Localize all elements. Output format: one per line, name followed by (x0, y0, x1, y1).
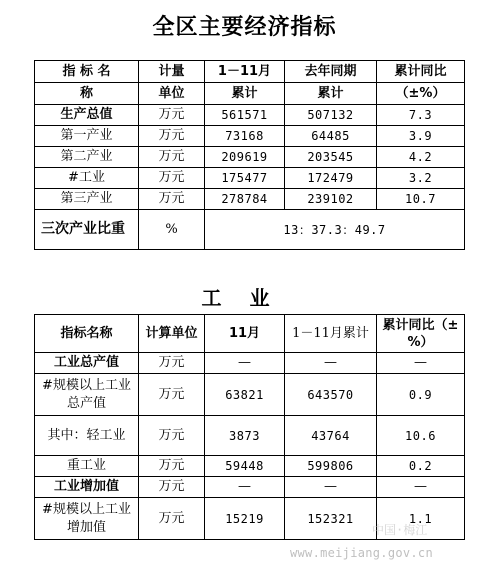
row-unit: 万元 (139, 416, 205, 456)
row-unit: 万元 (139, 456, 205, 477)
row-unit: 万元 (139, 498, 205, 540)
row-yoy: 0.9 (377, 374, 465, 416)
row-cumulative: 209619 (205, 147, 285, 168)
row-last-year: 203545 (285, 147, 377, 168)
table-row (35, 105, 465, 126)
row-cumulative: 152321 (285, 498, 377, 540)
row-yoy: — (377, 477, 465, 498)
industry-ratio-value: 13：37.3：49.7 (205, 210, 465, 250)
row-cumulative: — (285, 353, 377, 374)
row-name: 生产总值 (35, 105, 139, 126)
col-header-yoy: 累计同比（±%） (377, 315, 465, 353)
col-header-yoy: 累计同比 (377, 61, 465, 83)
row-name: 第一产业 (35, 126, 139, 147)
table-row (35, 126, 465, 147)
table-row (35, 477, 465, 498)
col-header-last-year: 去年同期 (285, 61, 377, 83)
row-last-year: 172479 (285, 168, 377, 189)
row-cumulative: 599806 (285, 456, 377, 477)
col-header-yoy-2: （±%） (377, 83, 465, 105)
section-title-industry: 工业 (201, 286, 298, 310)
table-row (35, 189, 465, 210)
col-header-unit: 计量 (139, 61, 205, 83)
watermark-brand: 中国·梅江 (372, 523, 428, 537)
row-name: #规模以上工业增加值 (35, 498, 139, 540)
col-header-indicator-2: 称 (35, 83, 139, 105)
row-month: 15219 (205, 498, 285, 540)
row-yoy: 1.1 (377, 498, 465, 540)
header-row (35, 61, 465, 83)
page-title: 全区主要经济指标 (152, 15, 337, 40)
row-month: — (205, 353, 285, 374)
row-cumulative: 643570 (285, 374, 377, 416)
row-unit: 万元 (139, 105, 205, 126)
row-unit: 万元 (139, 477, 205, 498)
row-month: 59448 (205, 456, 285, 477)
col-header-indicator: 指标名称 (35, 315, 139, 353)
row-last-year: 64485 (285, 126, 377, 147)
header-row-2 (35, 83, 465, 105)
row-last-year: 507132 (285, 105, 377, 126)
row-unit: 万元 (139, 126, 205, 147)
row-yoy: 3.2 (377, 168, 465, 189)
row-name: 其中：轻工业 (35, 416, 139, 456)
row-name: 重工业 (35, 456, 139, 477)
table-row (35, 374, 465, 416)
table-row (35, 168, 465, 189)
row-yoy: 10.6 (377, 416, 465, 456)
col-header-cumulative: 1－11月 (205, 61, 285, 83)
row-name: 工业总产值 (35, 353, 139, 374)
row-last-year: 239102 (285, 189, 377, 210)
col-header-cumulative: 1－11月累计 (285, 315, 377, 353)
row-unit: 万元 (139, 374, 205, 416)
row-yoy: 3.9 (377, 126, 465, 147)
col-header-cumulative-2: 累计 (205, 83, 285, 105)
table-row-ratio (35, 210, 465, 250)
row-month: 63821 (205, 374, 285, 416)
row-name: 第三产业 (35, 189, 139, 210)
row-name: #工业 (35, 168, 139, 189)
col-header-indicator: 指 标 名 (35, 61, 139, 83)
table-row (35, 456, 465, 477)
row-yoy: 10.7 (377, 189, 465, 210)
row-cumulative: 73168 (205, 126, 285, 147)
row-name: 第二产业 (35, 147, 139, 168)
table-row (35, 353, 465, 374)
table-row (35, 416, 465, 456)
header-row (35, 315, 465, 353)
table-row (35, 147, 465, 168)
row-cumulative: 43764 (285, 416, 377, 456)
watermark-url: www.meijiang.gov.cn (290, 546, 433, 560)
row-unit: 万元 (139, 147, 205, 168)
row-cumulative: 278784 (205, 189, 285, 210)
row-yoy: 0.2 (377, 456, 465, 477)
row-unit: % (139, 210, 205, 250)
industry-table (34, 314, 465, 540)
row-cumulative: — (285, 477, 377, 498)
col-header-last-year-2: 累计 (285, 83, 377, 105)
row-cumulative: 561571 (205, 105, 285, 126)
row-yoy: 4.2 (377, 147, 465, 168)
row-unit: 万元 (139, 189, 205, 210)
col-header-month: 11月 (205, 315, 285, 353)
col-header-unit-2: 单位 (139, 83, 205, 105)
row-cumulative: 175477 (205, 168, 285, 189)
row-name: 工业增加值 (35, 477, 139, 498)
row-unit: 万元 (139, 168, 205, 189)
row-yoy: — (377, 353, 465, 374)
row-unit: 万元 (139, 353, 205, 374)
row-month: 3873 (205, 416, 285, 456)
row-name: 三次产业比重 (35, 210, 139, 250)
row-month: — (205, 477, 285, 498)
economic-indicators-table (34, 60, 465, 250)
row-yoy: 7.3 (377, 105, 465, 126)
row-name: #规模以上工业总产值 (35, 374, 139, 416)
col-header-unit: 计算单位 (139, 315, 205, 353)
